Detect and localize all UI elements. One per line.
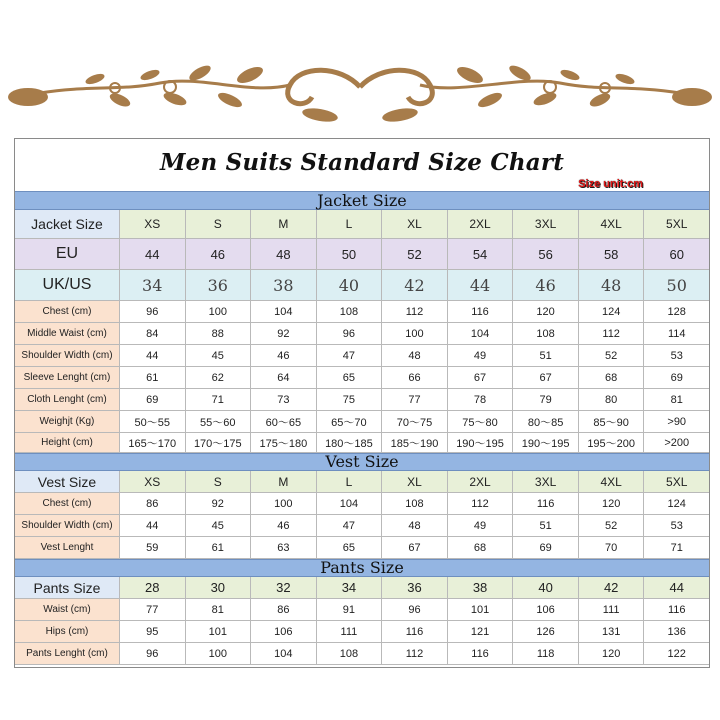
table-cell: 44 [119, 239, 185, 269]
row-label: Height (cm) [15, 433, 119, 452]
table-cell: 81 [185, 599, 251, 620]
size-unit-note: Size unit:cm [578, 178, 643, 190]
pants-size-heading: Pants Size [15, 559, 709, 577]
table-cell: 61 [119, 367, 185, 388]
table-cell: 175～180 [250, 433, 316, 452]
row-label: Shoulder Width (cm) [15, 345, 119, 366]
table-cell: 36 [381, 577, 447, 598]
table-cell: 44 [119, 345, 185, 366]
table-cell: 70～75 [381, 411, 447, 432]
table-cell: S [185, 210, 251, 238]
table-cell: XS [119, 471, 185, 492]
table-cell: 45 [185, 515, 251, 536]
table-cell: 100 [185, 301, 251, 322]
table-cell: 50 [643, 270, 709, 300]
row-label: Jacket Size [15, 210, 119, 238]
table-cell: XL [381, 210, 447, 238]
row-label: Pants Size [15, 577, 119, 598]
table-cell: 50 [316, 239, 382, 269]
table-row [15, 323, 709, 345]
table-cell: 46 [512, 270, 578, 300]
table-cell: 108 [316, 301, 382, 322]
table-cell: 34 [316, 577, 382, 598]
table-cell: 36 [185, 270, 251, 300]
table-cell: 59 [119, 537, 185, 558]
table-cell: 96 [119, 643, 185, 664]
table-cell: 40 [512, 577, 578, 598]
table-cell: 96 [119, 301, 185, 322]
table-cell: 65 [316, 537, 382, 558]
row-label: Pants Lenght (cm) [15, 643, 119, 664]
table-row [15, 301, 709, 323]
table-cell: >200 [643, 433, 709, 452]
table-cell: 85～90 [578, 411, 644, 432]
table-cell: 75 [316, 389, 382, 410]
table-cell: 124 [578, 301, 644, 322]
table-row [15, 577, 709, 599]
table-row [15, 270, 709, 301]
table-cell: 44 [447, 270, 513, 300]
table-cell: 69 [119, 389, 185, 410]
table-cell: 190～195 [447, 433, 513, 452]
table-cell: 65～70 [316, 411, 382, 432]
table-cell: 73 [250, 389, 316, 410]
table-cell: 5XL [643, 210, 709, 238]
table-cell: 48 [381, 345, 447, 366]
table-cell: 38 [447, 577, 513, 598]
table-cell: 67 [512, 367, 578, 388]
table-cell: >90 [643, 411, 709, 432]
table-cell: 79 [512, 389, 578, 410]
table-row [15, 537, 709, 559]
table-cell: 51 [512, 515, 578, 536]
vest-size-heading: Vest Size [15, 453, 709, 471]
table-cell: 46 [185, 239, 251, 269]
table-cell: S [185, 471, 251, 492]
table-cell: 104 [250, 301, 316, 322]
table-cell: 108 [512, 323, 578, 344]
table-cell: 131 [578, 621, 644, 642]
table-cell: 65 [316, 367, 382, 388]
table-cell: 67 [447, 367, 513, 388]
table-cell: 4XL [578, 471, 644, 492]
table-cell: L [316, 471, 382, 492]
table-cell: 88 [185, 323, 251, 344]
table-cell: 104 [250, 643, 316, 664]
table-cell: 61 [185, 537, 251, 558]
table-cell: 96 [316, 323, 382, 344]
table-cell: 30 [185, 577, 251, 598]
table-cell: 100 [381, 323, 447, 344]
table-cell: 80 [578, 389, 644, 410]
table-cell: 53 [643, 515, 709, 536]
table-cell: 49 [447, 345, 513, 366]
table-cell: 106 [512, 599, 578, 620]
table-cell: 108 [381, 493, 447, 514]
table-cell: 95 [119, 621, 185, 642]
table-cell: 40 [316, 270, 382, 300]
table-cell: 100 [185, 643, 251, 664]
row-label: Vest Size [15, 471, 119, 492]
table-cell: 116 [447, 643, 513, 664]
table-cell: 86 [250, 599, 316, 620]
table-row [15, 210, 709, 239]
row-label: Middle Waist (cm) [15, 323, 119, 344]
table-cell: 100 [250, 493, 316, 514]
table-cell: 3XL [512, 210, 578, 238]
table-cell: 50～55 [119, 411, 185, 432]
table-cell: 67 [381, 537, 447, 558]
table-cell: 118 [512, 643, 578, 664]
table-cell: 48 [381, 515, 447, 536]
table-cell: 71 [185, 389, 251, 410]
row-label: UK/US [15, 270, 119, 300]
table-cell: 66 [381, 367, 447, 388]
table-row [15, 345, 709, 367]
size-chart [14, 138, 710, 668]
table-cell: 108 [316, 643, 382, 664]
table-cell: 3XL [512, 471, 578, 492]
table-cell: 96 [381, 599, 447, 620]
table-cell: 51 [512, 345, 578, 366]
table-cell: 112 [578, 323, 644, 344]
table-cell: 52 [578, 345, 644, 366]
table-cell: 106 [250, 621, 316, 642]
table-cell: 120 [578, 493, 644, 514]
table-row [15, 515, 709, 537]
table-cell: 64 [250, 367, 316, 388]
table-cell: 128 [643, 301, 709, 322]
table-cell: 122 [643, 643, 709, 664]
table-cell: L [316, 210, 382, 238]
table-cell: 47 [316, 345, 382, 366]
table-cell: 112 [447, 493, 513, 514]
table-row [15, 599, 709, 621]
table-cell: 71 [643, 537, 709, 558]
table-cell: 62 [185, 367, 251, 388]
table-row [15, 433, 709, 453]
table-cell: 91 [316, 599, 382, 620]
table-cell: 111 [316, 621, 382, 642]
table-cell: 68 [578, 367, 644, 388]
table-row [15, 367, 709, 389]
table-cell: 120 [512, 301, 578, 322]
table-cell: 69 [643, 367, 709, 388]
table-row [15, 389, 709, 411]
table-cell: 5XL [643, 471, 709, 492]
table-cell: M [250, 471, 316, 492]
table-cell: 112 [381, 643, 447, 664]
table-cell: 2XL [447, 471, 513, 492]
row-label: Shoulder Width (cm) [15, 515, 119, 536]
table-cell: 126 [512, 621, 578, 642]
table-cell: 101 [185, 621, 251, 642]
table-cell: 180～185 [316, 433, 382, 452]
row-label: Hips (cm) [15, 621, 119, 642]
floral-ornament [0, 55, 720, 135]
row-label: Weighjt (Kg) [15, 411, 119, 432]
table-cell: 77 [381, 389, 447, 410]
row-label: Chest (cm) [15, 493, 119, 514]
table-cell: 28 [119, 577, 185, 598]
table-cell: 42 [578, 577, 644, 598]
table-cell: 45 [185, 345, 251, 366]
table-cell: 58 [578, 239, 644, 269]
table-cell: 92 [185, 493, 251, 514]
table-cell: 80～85 [512, 411, 578, 432]
row-label: EU [15, 239, 119, 269]
row-label: Sleeve Lenght (cm) [15, 367, 119, 388]
table-cell: 120 [578, 643, 644, 664]
table-cell: 46 [250, 345, 316, 366]
table-cell: 124 [643, 493, 709, 514]
table-cell: XL [381, 471, 447, 492]
table-cell: 44 [119, 515, 185, 536]
table-cell: 101 [447, 599, 513, 620]
table-cell: 46 [250, 515, 316, 536]
table-cell: 52 [381, 239, 447, 269]
table-cell: 112 [381, 301, 447, 322]
table-cell: 32 [250, 577, 316, 598]
table-cell: 92 [250, 323, 316, 344]
table-cell: 47 [316, 515, 382, 536]
table-cell: 114 [643, 323, 709, 344]
table-cell: 42 [381, 270, 447, 300]
table-cell: 116 [447, 301, 513, 322]
table-cell: XS [119, 210, 185, 238]
table-cell: 44 [643, 577, 709, 598]
table-cell: 170～175 [185, 433, 251, 452]
table-cell: 116 [381, 621, 447, 642]
table-cell: 116 [512, 493, 578, 514]
jacket-size-heading: Jacket Size [15, 191, 709, 210]
table-cell: 55～60 [185, 411, 251, 432]
table-row [15, 471, 709, 493]
table-cell: 121 [447, 621, 513, 642]
table-cell: 2XL [447, 210, 513, 238]
table-cell: 86 [119, 493, 185, 514]
table-cell: M [250, 210, 316, 238]
table-cell: 104 [316, 493, 382, 514]
row-label: Cloth Lenght (cm) [15, 389, 119, 410]
table-cell: 104 [447, 323, 513, 344]
table-cell: 60～65 [250, 411, 316, 432]
table-cell: 54 [447, 239, 513, 269]
table-cell: 56 [512, 239, 578, 269]
table-cell: 78 [447, 389, 513, 410]
table-cell: 60 [643, 239, 709, 269]
row-label: Chest (cm) [15, 301, 119, 322]
table-row [15, 643, 709, 665]
row-label: Waist (cm) [15, 599, 119, 620]
table-cell: 53 [643, 345, 709, 366]
row-label: Vest Lenght [15, 537, 119, 558]
table-cell: 48 [250, 239, 316, 269]
chart-title: Men Suits Standard Size Chart [159, 149, 565, 176]
table-cell: 195～200 [578, 433, 644, 452]
table-cell: 4XL [578, 210, 644, 238]
table-cell: 75～80 [447, 411, 513, 432]
table-cell: 81 [643, 389, 709, 410]
table-cell: 63 [250, 537, 316, 558]
table-cell: 111 [578, 599, 644, 620]
table-row [15, 621, 709, 643]
table-cell: 34 [119, 270, 185, 300]
table-cell: 68 [447, 537, 513, 558]
table-cell: 84 [119, 323, 185, 344]
table-cell: 136 [643, 621, 709, 642]
table-row [15, 493, 709, 515]
table-cell: 165～170 [119, 433, 185, 452]
table-cell: 48 [578, 270, 644, 300]
table-cell: 190～195 [512, 433, 578, 452]
table-cell: 49 [447, 515, 513, 536]
table-cell: 77 [119, 599, 185, 620]
table-row [15, 239, 709, 270]
table-cell: 69 [512, 537, 578, 558]
table-cell: 38 [250, 270, 316, 300]
table-cell: 70 [578, 537, 644, 558]
table-row [15, 411, 709, 433]
table-cell: 116 [643, 599, 709, 620]
table-cell: 185～190 [381, 433, 447, 452]
table-cell: 52 [578, 515, 644, 536]
